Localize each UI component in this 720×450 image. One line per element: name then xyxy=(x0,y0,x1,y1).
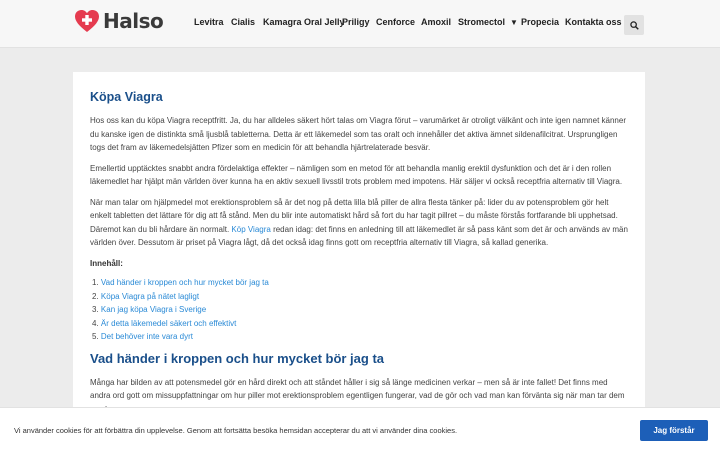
toc-link[interactable]: Det behöver inte vara dyrt xyxy=(100,332,193,341)
intro-paragraph: Hos oss kan du köpa Viagra receptfritt. Ja, du har alldeles säkert hört talas om Viagra förut – varumärket är otroligt välkänt och inte igen namnet känner du kanske igen de distinkta små ljusblå tabletterna. Detta är ett läkemedel som tas oralt och innehåller det aktiva ämnet sildenafilcitrat. Ursprungligen togs det fram av läkemedelsjätten Pfizer som en medicin för att behandla hjärtrelaterade besvär. xyxy=(90,116,626,152)
site-logo[interactable] xyxy=(74,7,163,35)
nav-item-cialis[interactable]: Cialis xyxy=(231,17,256,27)
usage-text-before: När man talar om hjälpmedel mot erektionsproblem så är det nog på detta lilla blå piller de allra flesta tänker på: lider du av potensproblem gör helt enkelt tabletten det lättare för dig att få stånd. Men du blir inte automatiskt hård så fort du har tagit pillret – du måste förstås fortfarande bli upphetsad. Däremot kan du bli hårdare än normalt. xyxy=(90,197,618,234)
chevron-down-icon: ▼ xyxy=(510,18,518,27)
nav-item-levitra[interactable]: Levitra xyxy=(194,17,224,27)
toc-number: 5. xyxy=(92,332,99,341)
toc-title: Innehåll: xyxy=(90,258,123,268)
nav-item-cenforce[interactable]: Cenforce xyxy=(376,17,416,27)
buy-viagra-link[interactable]: Köp Viagra xyxy=(231,224,271,234)
toc-number: 1. xyxy=(92,278,99,287)
toc-item xyxy=(92,290,630,304)
usage-paragraph xyxy=(90,196,630,250)
nav-item-priligy[interactable]: Priligy xyxy=(342,17,370,27)
nav-item-propecia[interactable]: Propecia xyxy=(521,17,560,27)
effects-paragraph: Emellertid upptäcktes snabbt andra fördelaktiga effekter – nämligen som en metod för att behandla manlig erektil dysfunktion och det är i den rollen läkemedlet har hjälpt män världen över kunna ha en aktiv sexuell livsstil trots problem med impotens. Här säljer vi också receptfria alternativ till Viagra. xyxy=(90,163,623,186)
heart-cross-logo-icon xyxy=(74,9,100,33)
cookie-accept-button[interactable]: Jag förstår xyxy=(640,420,708,441)
article-content xyxy=(90,90,630,423)
toc-link[interactable]: Vad händer i kroppen och hur mycket bör jag ta xyxy=(100,278,269,287)
site-header xyxy=(0,0,720,48)
toc-number: 4. xyxy=(92,318,99,328)
toc-link[interactable]: Kan jag köpa Viagra i Sverige xyxy=(100,305,207,314)
toc-item xyxy=(92,330,630,344)
nav-item-stromectol-label: Stromectol xyxy=(458,17,506,27)
toc-item xyxy=(92,303,630,317)
cookie-banner xyxy=(0,407,720,450)
nav-item-kontakta-oss[interactable]: Kontakta oss xyxy=(565,17,622,27)
section-heading: Vad händer i kroppen och hur mycket bör jag ta xyxy=(90,350,385,366)
search-button[interactable] xyxy=(624,15,644,35)
cookie-text: Vi använder cookies för att förbättra din upplevelse. Genom att fortsätta besöka hemsidan accepterar du att vi använder dina cookies. xyxy=(14,426,458,435)
logo-text: Halso xyxy=(103,9,164,33)
page-title: Köpa Viagra xyxy=(90,90,163,104)
toc-link[interactable]: Köpa Viagra på nätet lagligt xyxy=(100,291,200,301)
toc-link[interactable]: Är detta läkemedel säkert och effektivt xyxy=(100,318,237,328)
toc-number: 2. xyxy=(92,291,99,301)
usage-text-after: redan idag: det finns en anledning till att läkemedlet är så pass känt som det är och används av män världen över. Dessutom är priset på Viagra lågt, då det också idag finns gott om receptfria alternativ till Viagra, så kallad generika. xyxy=(90,224,628,247)
toc-item xyxy=(92,317,630,331)
section-paragraph: Många har bilden av att potensmedel gör en hård direkt och att ståndet håller i sig så länge medicinen verkar – men så är inte fallet! Det finns med andra ord gott om missuppfattningar om hur piller mot erektionsproblem egentligen fungerar, vad de gör och vad man kan förvänta sig när man tar dem xyxy=(90,377,625,400)
nav-item-kamagra-oral-jelly[interactable]: Kamagra Oral Jelly xyxy=(263,17,345,27)
toc-item xyxy=(92,276,630,290)
toc-number: 3. xyxy=(92,305,99,314)
nav-item-amoxil[interactable]: Amoxil xyxy=(421,17,452,27)
table-of-contents xyxy=(90,276,630,344)
search-icon xyxy=(630,21,639,30)
nav-item-stromectol[interactable] xyxy=(458,17,518,27)
